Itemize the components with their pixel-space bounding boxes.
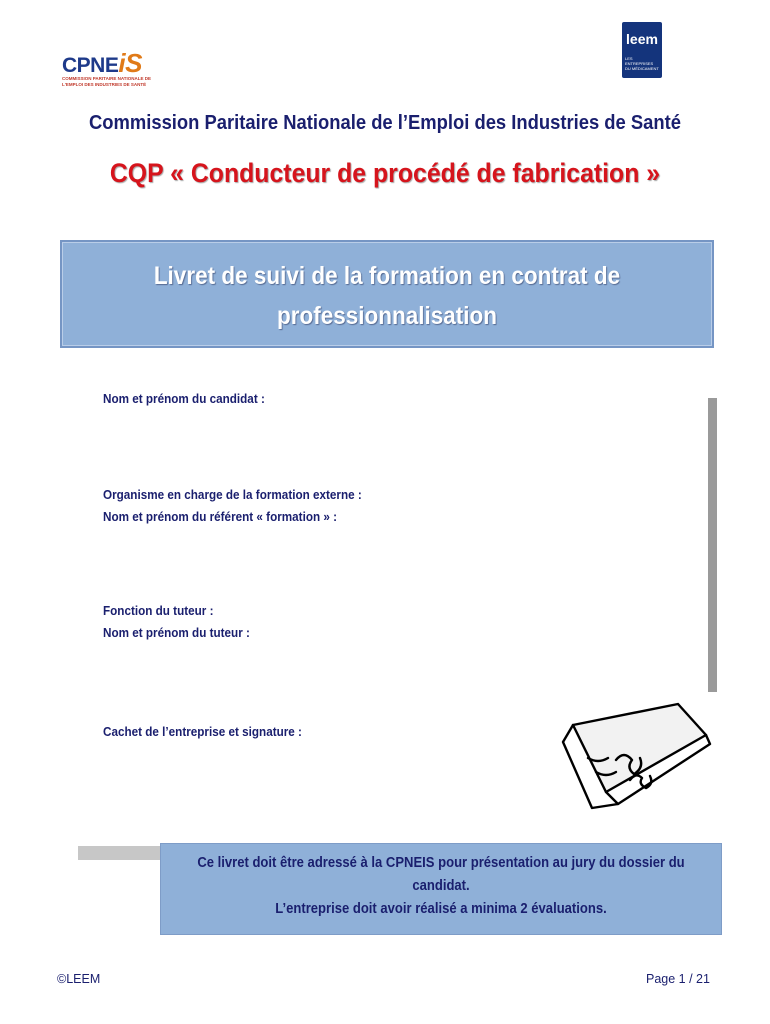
cpneis-logo-subtitle: COMMISSION PARITAIRE NATIONALE DE L'EMPLOI DES INDUSTRIES DE SANTÉ xyxy=(62,76,152,87)
field-label-fonction-tuteur: Fonction du tuteur : xyxy=(103,603,214,618)
decorative-side-bar xyxy=(708,398,717,692)
cpneis-logo-word: CPNEiS xyxy=(62,48,142,78)
notice-box xyxy=(160,843,722,935)
livret-title-line1: Livret de suivi de la formation en contrat de xyxy=(153,262,621,290)
field-label-candidat: Nom et prénom du candidat : xyxy=(103,391,265,406)
livret-title-line2: professionnalisation xyxy=(276,302,498,330)
livret-title-box xyxy=(60,240,714,348)
cqp-title: CQP « Conducteur de procédé de fabrication » xyxy=(109,158,661,188)
notice-text xyxy=(189,852,693,921)
field-label-cachet: Cachet de l’entreprise et signature : xyxy=(103,724,302,739)
leem-logo-word: leem xyxy=(626,31,658,47)
cpneis-logo xyxy=(62,38,152,100)
field-label-nom-tuteur: Nom et prénom du tuteur : xyxy=(103,625,250,640)
footer-copyright: ©LEEM xyxy=(57,972,101,986)
signature-stamp-icon xyxy=(558,700,718,815)
field-label-referent: Nom et prénom du référent « formation » : xyxy=(103,509,338,524)
livret-title-text xyxy=(95,256,680,336)
decorative-grey-bar xyxy=(78,846,162,860)
field-label-organisme: Organisme en charge de la formation externe : xyxy=(103,487,362,502)
notice-line1: Ce livret doit être adressé à la CPNEIS pour présentation au jury du dossier du candidat. xyxy=(197,855,685,894)
commission-title: Commission Paritaire Nationale de l’Emploi des Industries de Santé xyxy=(88,112,682,134)
footer-page-number: Page 1 / 21 xyxy=(646,972,710,986)
leem-logo xyxy=(622,22,662,78)
notice-line2: L’entreprise doit avoir réalisé a minima 2 évaluations. xyxy=(275,901,607,917)
leem-logo-subtitle: LES ENTREPRISES DU MÉDICAMENT xyxy=(625,56,659,71)
